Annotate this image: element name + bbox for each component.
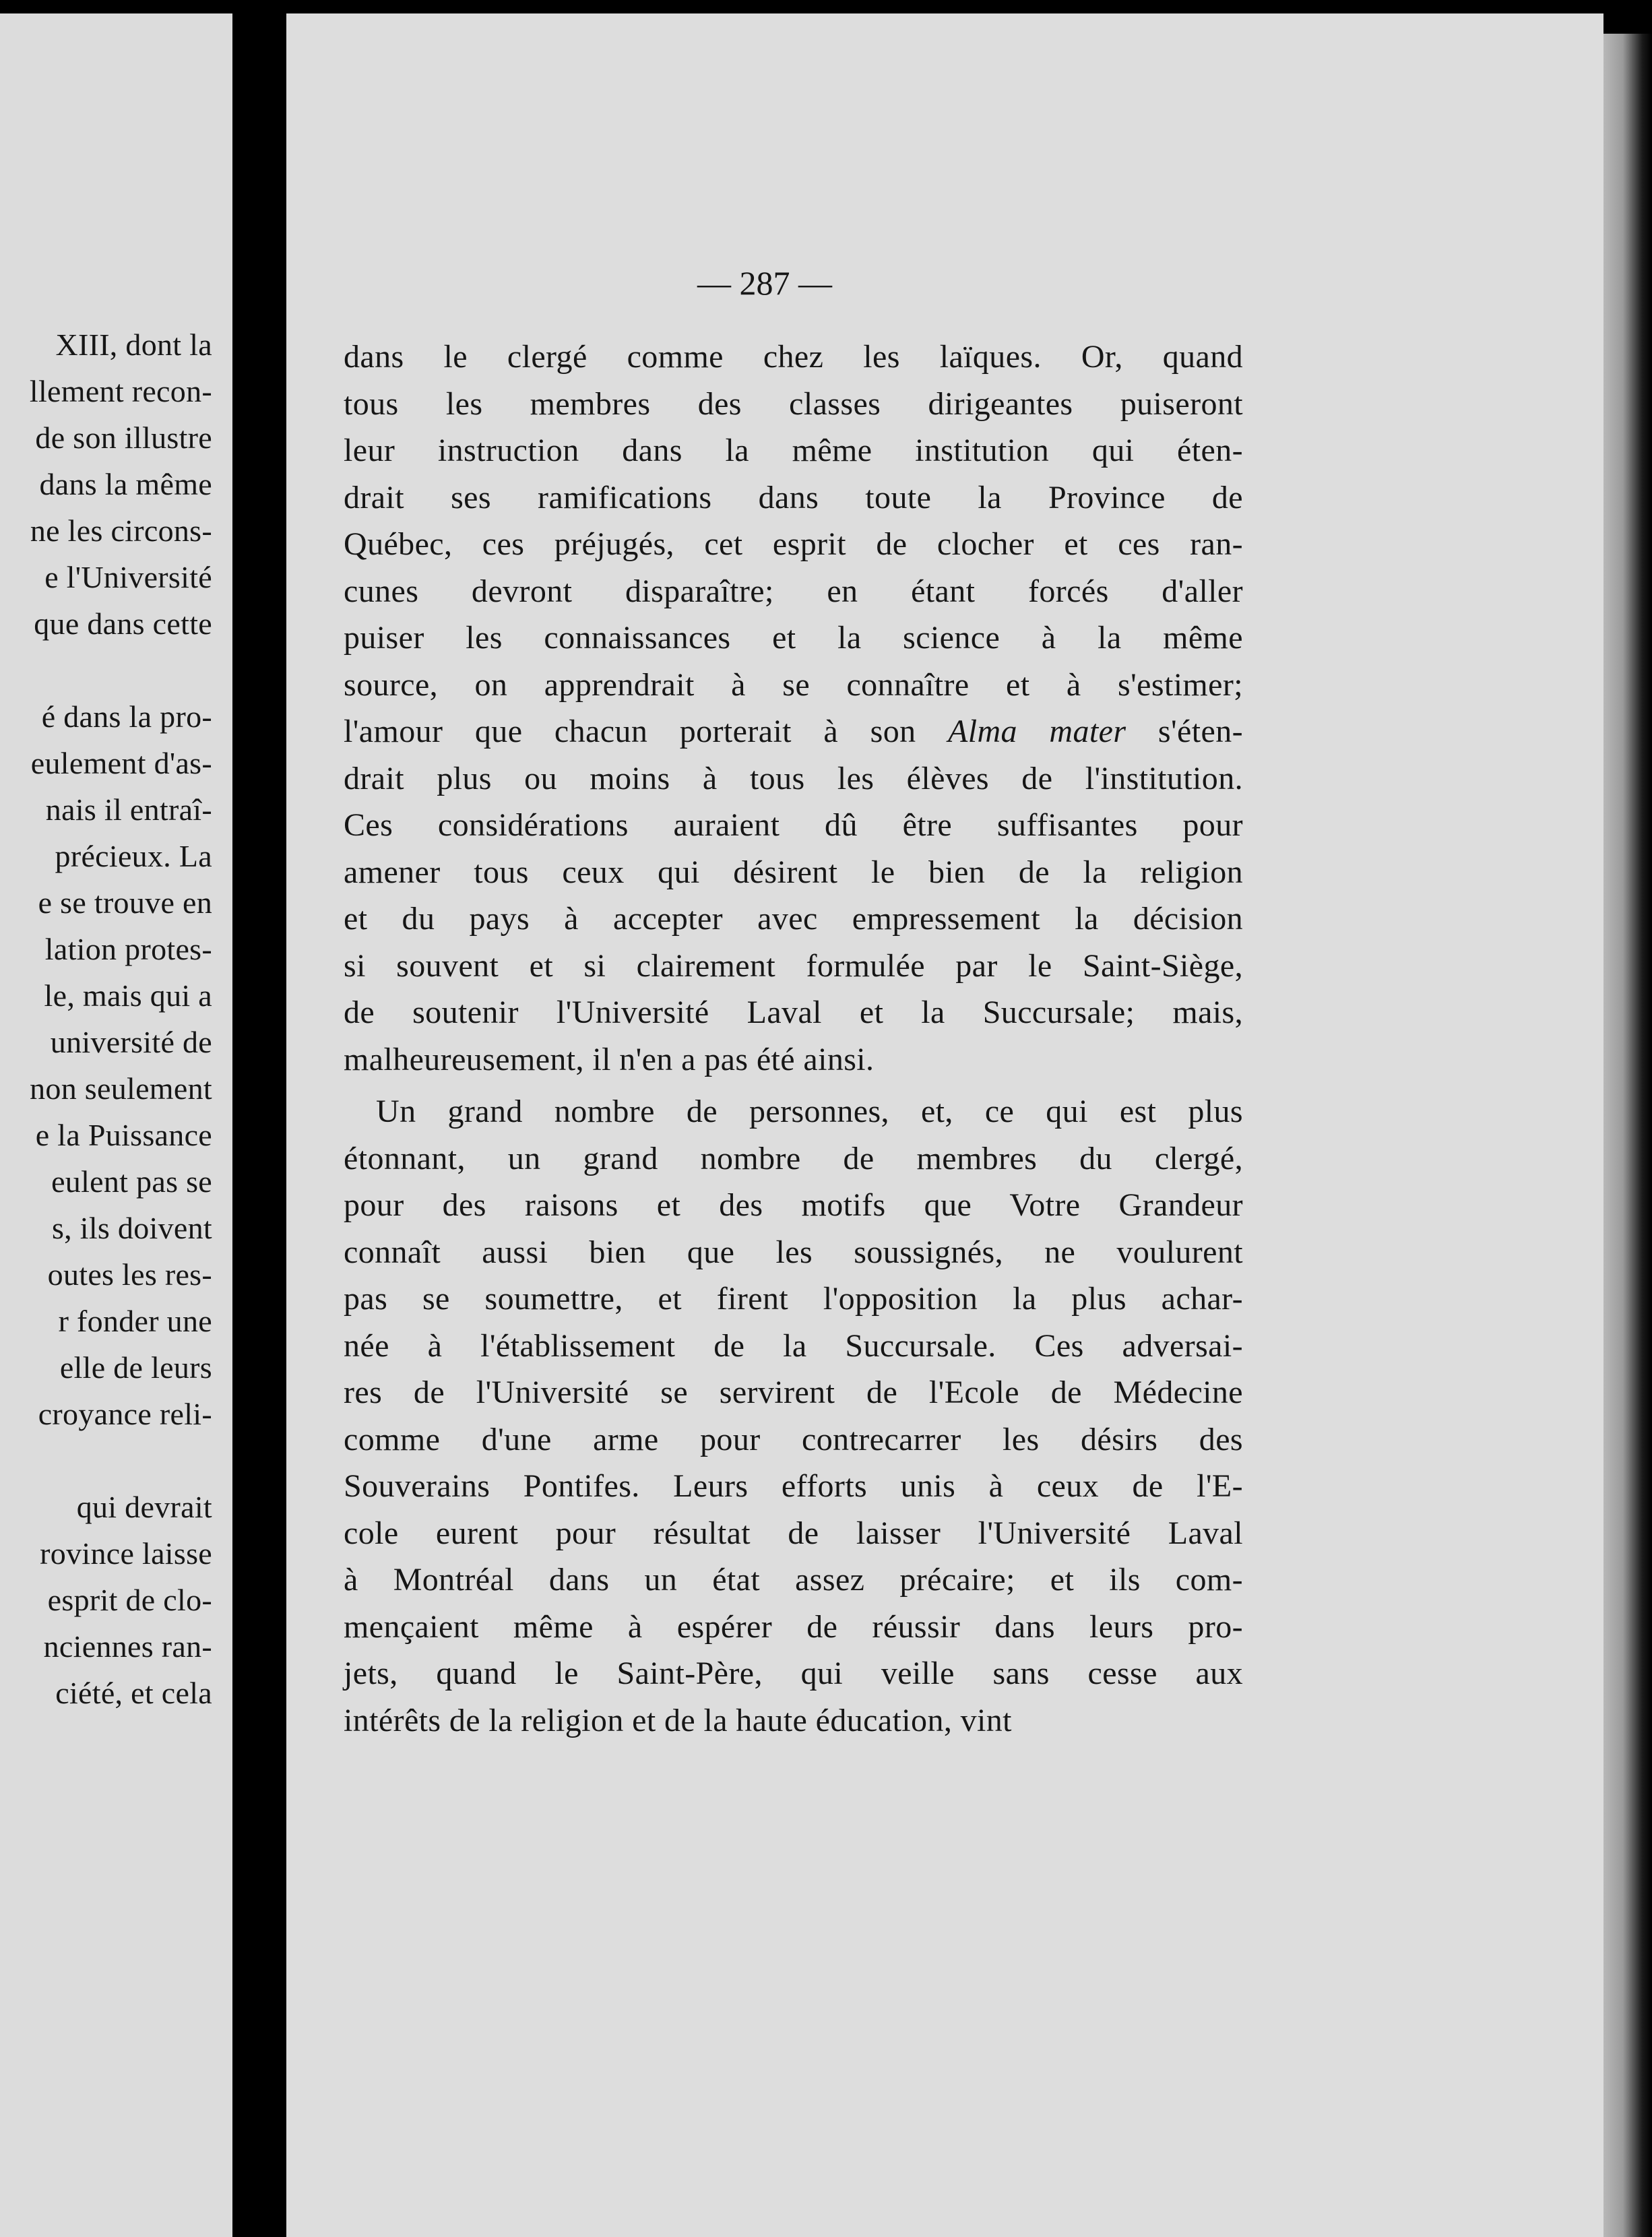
text-line: cole eurent pour résultat de laisser l'Université Laval [344, 1515, 1243, 1551]
text-line: et du pays à accepter avec empressement la décision [344, 901, 1243, 937]
paragraph-2 [344, 1088, 1243, 1744]
text-line: mençaient même à espérer de réussir dans leurs pro- [344, 1608, 1243, 1645]
text-line: drait ses ramifications dans toute la Province de [344, 479, 1243, 515]
text-line: si souvent et si clairement formulée par le Saint-Siège, [344, 947, 1243, 984]
left-page-fragment-line: rovince laisse [40, 1536, 212, 1571]
text-line: amener tous ceux qui désirent le bien de la religion [344, 854, 1243, 890]
left-page-fragment-line: croyance reli- [38, 1397, 212, 1431]
right-page [286, 13, 1603, 2237]
left-page [0, 13, 232, 2237]
left-page-fragment-line: non seulement [30, 1071, 212, 1106]
left-page-fragment-line: XIII, dont la [55, 327, 212, 362]
gutter-shadow [232, 0, 286, 2237]
left-page-fragment-line: r fonder une [58, 1304, 212, 1338]
left-page-fragment-line: e l'Université [44, 560, 212, 594]
left-page-fragment-line: que dans cette [34, 606, 212, 641]
left-page-fragment-line: elle de leurs [59, 1350, 212, 1385]
left-page-fragment-line: université de [50, 1025, 212, 1059]
left-page-fragment-line: le, mais qui a [44, 978, 212, 1013]
left-page-fragment-line: précieux. La [55, 839, 212, 873]
left-page-fragment-line: qui devrait [76, 1490, 212, 1524]
text-line: jets, quand le Saint-Père, qui veille sans cesse aux [344, 1656, 1243, 1691]
left-page-fragment-line: esprit de clo- [47, 1583, 212, 1617]
left-page-fragment-line: lation protes- [44, 932, 212, 966]
left-page-fragment-line: eulent pas se [51, 1164, 212, 1199]
left-page-fragment-line: ciété, et cela [55, 1676, 212, 1710]
left-page-fragment-line: eulement d'as- [30, 746, 212, 780]
paragraph-1 [344, 334, 1243, 1083]
text-line: Souverains Pontifes. Leurs efforts unis à ceux de l'E- [344, 1468, 1243, 1504]
left-page-fragment-line: e la Puissance [35, 1118, 212, 1152]
text-line: Un grand nombre de personnes, et, ce qui est plus [376, 1094, 1243, 1129]
left-page-fragment-line: de son illustre [35, 420, 212, 455]
left-page-fragment-line: nciennes ran- [43, 1629, 212, 1664]
text-line: Ces considérations auraient dû être suffisantes pour [344, 807, 1243, 843]
left-page-fragment-line: é dans la pro- [41, 699, 212, 734]
left-page-fragment-line: outes les res- [47, 1257, 212, 1292]
text-line: comme d'une arme pour contrecarrer les désirs des [344, 1421, 1243, 1457]
text-line: drait plus ou moins à tous les élèves de l'institution. [344, 760, 1243, 796]
left-page-fragment-line: nais il entraî- [45, 792, 212, 827]
left-page-fragment-line: e se trouve en [38, 885, 212, 920]
italic-phrase: Alma mater [948, 714, 1126, 749]
text-line: leur instruction dans la même institution qui éten- [344, 433, 1243, 468]
left-page-fragment-line: dans la même [39, 467, 212, 501]
left-page-fragment-line: ne les circons- [30, 513, 212, 548]
text-line: pas se soumettre, et firent l'opposition la plus achar- [344, 1281, 1243, 1317]
page-edge-shadow [1603, 34, 1652, 2237]
text-line: de soutenir l'Université Laval et la Succursale; mais, [344, 995, 1243, 1030]
text-line: à Montréal dans un état assez précaire; et ils com- [344, 1562, 1243, 1598]
text-line: puiser les connaissances et la science à la même [344, 620, 1243, 656]
text-line: étonnant, un grand nombre de membres du clergé, [344, 1140, 1243, 1176]
text-line: tous les membres des classes dirigeantes puiseront [344, 385, 1243, 422]
text-line: malheureusement, il n'en a pas été ainsi. [344, 1041, 875, 1077]
body-text [344, 334, 1243, 1744]
text-line: Québec, ces préjugés, cet esprit de clocher et ces ran- [344, 526, 1243, 562]
text-line: cunes devront disparaître; en étant forcés d'aller [344, 573, 1243, 609]
text-line: née à l'établissement de la Succursale. Ces adversai- [344, 1327, 1243, 1364]
text-line: source, on apprendrait à se connaître et à s'estimer; [344, 666, 1243, 703]
page-number: — 287 — [697, 264, 832, 302]
text-line: pour des raisons et des motifs que Votre Grandeur [344, 1187, 1243, 1223]
text-line: res de l'Université se servirent de l'Ecole de Médecine [344, 1375, 1243, 1410]
text-line: connaît aussi bien que les soussignés, ne voulurent [344, 1234, 1243, 1270]
text-line: intérêts de la religion et de la haute éducation, vint [344, 1702, 1012, 1738]
text-line: dans le clergé comme chez les laïques. Or, quand [344, 339, 1243, 375]
text-line: l'amour que chacun porterait à son Alma mater s'éten- [344, 714, 1243, 749]
left-page-fragment-line: llement recon- [29, 374, 212, 408]
left-page-fragment-line: s, ils doivent [51, 1211, 212, 1245]
